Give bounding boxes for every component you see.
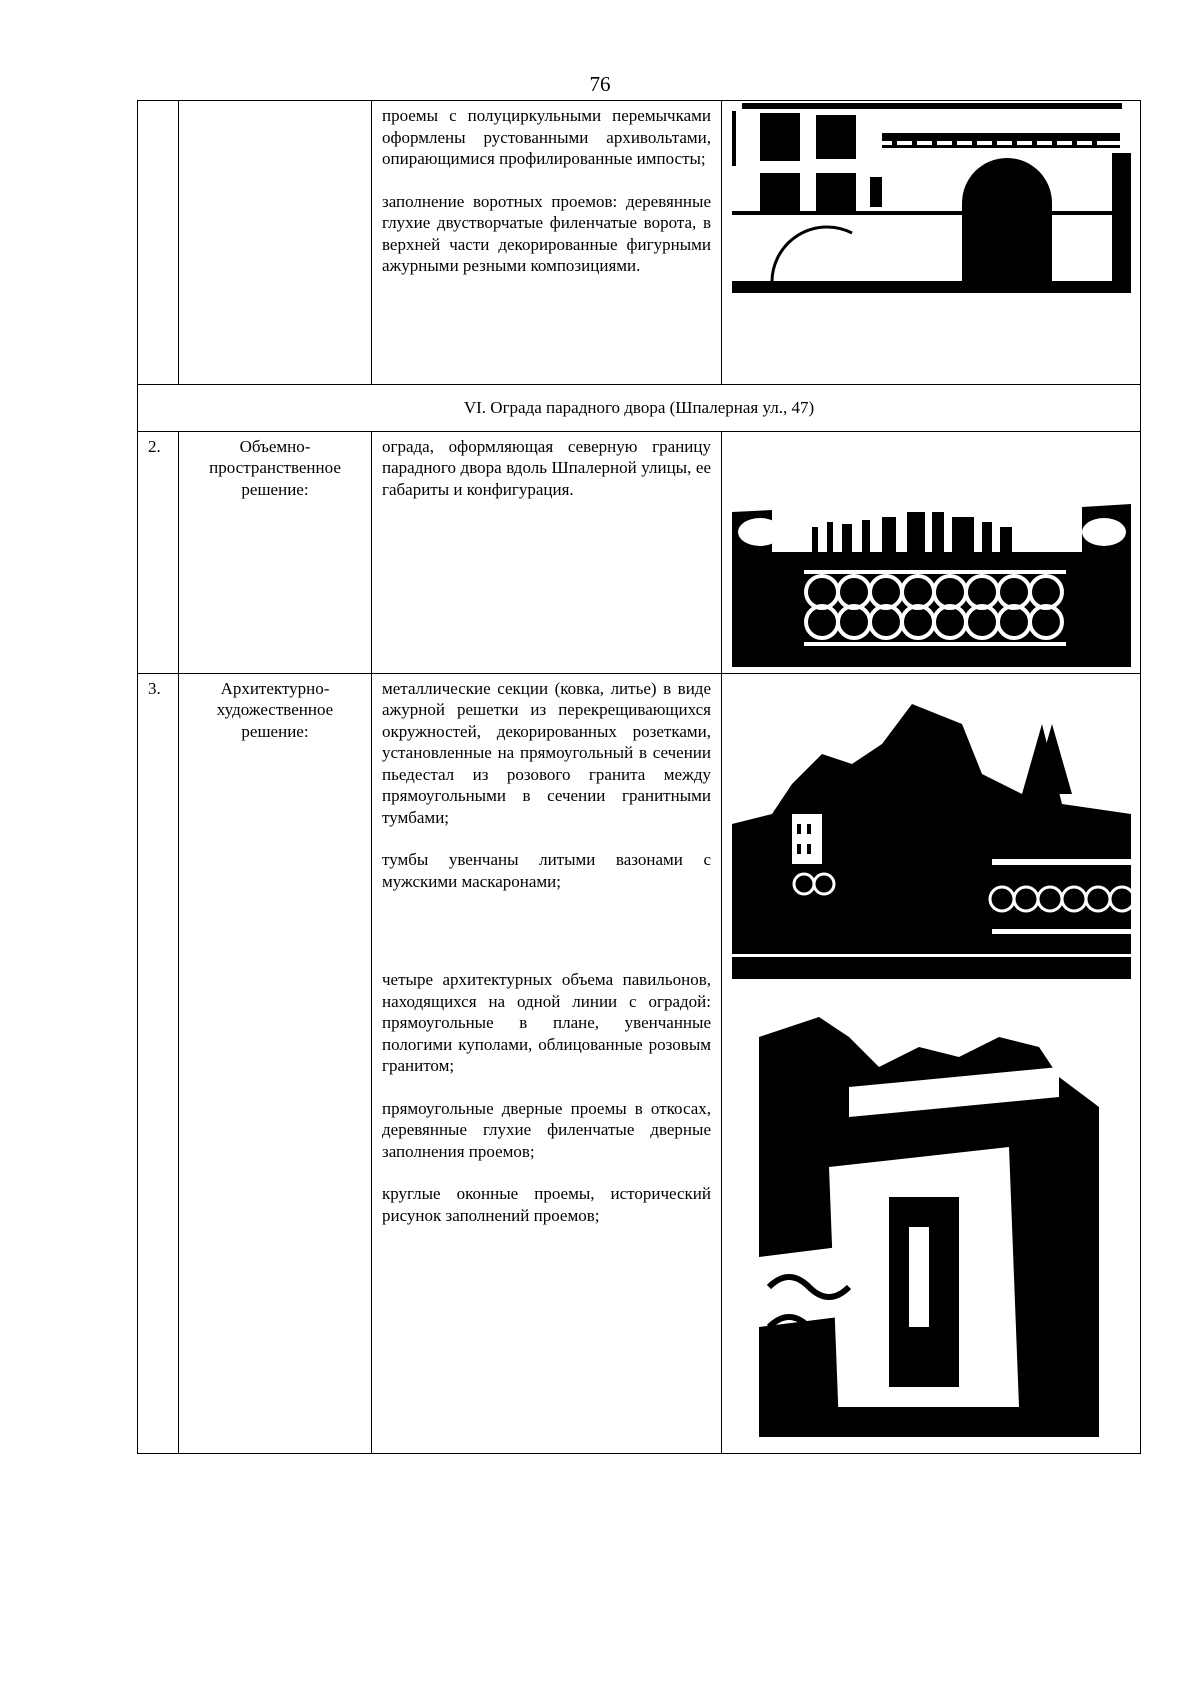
description-paragraph: четыре архитектурных объема павильонов, находящихся на одной линии с оградой: прямоугольные в плане, увенчанные пологими куполами, облицованные розовым гранитом; xyxy=(382,970,711,1075)
element-name-cell: Объемно-пространственное решение: xyxy=(179,431,372,673)
photo-cell xyxy=(722,673,1141,1453)
description-paragraph: ограда, оформляющая северную границу парадного двора вдоль Шпалерной улицы, ее габариты и конфигурация. xyxy=(382,436,711,499)
photo-cell xyxy=(722,431,1141,673)
row-number-cell xyxy=(138,101,179,385)
table-row xyxy=(138,101,1141,385)
photo-cell xyxy=(722,101,1141,385)
description-paragraph: тумбы увенчаны литыми вазонами с мужскими маскаронами; xyxy=(382,850,711,891)
element-name-cell xyxy=(179,101,372,385)
row-number-cell: 2. xyxy=(138,431,179,673)
description-paragraph: круглые оконные проемы, исторический рисунок заполнений проемов; xyxy=(382,1184,711,1225)
table-row xyxy=(138,673,1141,1453)
table-row xyxy=(138,431,1141,673)
element-name-cell: Архитектурно-художественное решение: xyxy=(179,673,372,1453)
page-number: 76 xyxy=(589,72,611,96)
description-paragraph: заполнение воротных проемов: деревянные глухие двустворчатые филенчатые ворота, в верхней части декорированные фигурными ажурными резными композициями. xyxy=(382,191,711,275)
description-cell xyxy=(372,101,722,385)
fence-photo xyxy=(732,482,1131,667)
description-paragraph: проемы с полуциркульными перемычками оформлены рустованными архивольтами, опирающимися профилированные импосты; xyxy=(382,106,711,168)
section-header-row xyxy=(138,385,1141,432)
pavilion-photo xyxy=(759,987,1099,1437)
description-paragraph: прямоугольные дверные проемы в откосах, деревянные глухие филенчатые дверные заполнения проемов; xyxy=(382,1098,711,1161)
row-number-cell: 3. xyxy=(138,673,179,1453)
section-title: VI. Ограда парадного двора (Шпалерная ул., 47) xyxy=(138,385,1141,432)
fence-with-trees-photo xyxy=(732,684,1131,979)
description-paragraph: металлические секции (ковка, литье) в виде ажурной решетки из перекрещивающихся окружностей, декорированных розетками, установленные на прямоугольный в сечении пьедестал из розового гранита между прямоугольными в сечении гранитными тумбами; xyxy=(382,678,711,827)
objects-table xyxy=(137,100,1141,1454)
description-cell xyxy=(372,431,722,673)
building-gate-photo xyxy=(732,103,1131,293)
description-cell xyxy=(372,673,722,1453)
